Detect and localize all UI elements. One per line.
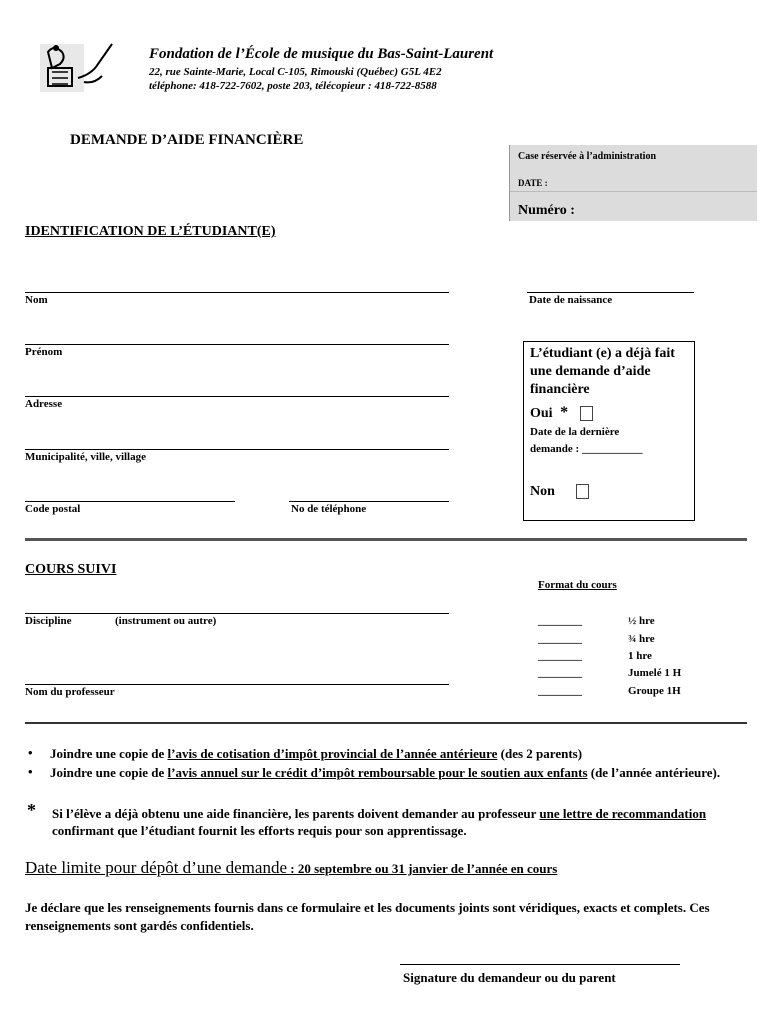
- instruction-text: (des 2 parents): [497, 746, 583, 761]
- yes-label: Oui: [530, 406, 553, 421]
- postal-code-line: [25, 501, 235, 502]
- discipline-line: [25, 613, 449, 614]
- municipality-line: [25, 449, 449, 450]
- postal-code-label: Code postal: [25, 503, 81, 515]
- admin-date-label: DATE :: [518, 178, 548, 188]
- teacher-line: [25, 684, 449, 685]
- no-checkbox[interactable]: [576, 484, 589, 499]
- instruction-recommendation: [52, 805, 732, 839]
- format-option[interactable]: [538, 685, 681, 697]
- previous-request-box: [523, 341, 695, 521]
- signature-label: Signature du demandeur ou du parent: [403, 970, 616, 985]
- format-title: Format du cours: [538, 579, 617, 591]
- birth-date-line: [527, 292, 694, 293]
- last-date-label: Date de la dernière: [530, 426, 620, 438]
- org-phone: téléphone: 418-722-7602, poste 203, télécopieur : 418-722-8588: [149, 80, 437, 92]
- format-option[interactable]: [538, 650, 652, 662]
- municipality-label: Municipalité, ville, village: [25, 451, 146, 463]
- phone-line: [289, 501, 449, 502]
- format-blank[interactable]: ________: [538, 667, 582, 679]
- org-name: Fondation de l’École de musique du Bas-Saint-Laurent: [149, 46, 494, 62]
- declaration-text: Je déclare que les renseignements fournis dans ce formulaire et les documents joints sont véridiques, exacts et complets. Ces renseignements sont gardés confidentiels.: [25, 900, 710, 933]
- format-label: 1 hre: [628, 650, 652, 662]
- last-date-field[interactable]: demande : ___________: [530, 443, 643, 455]
- instruction-text: Si l’élève a déjà obtenu une aide financière, les parents doivent demander au professeur: [52, 806, 540, 821]
- bullet-dot: •: [28, 764, 33, 779]
- instruction-underlined: l’avis annuel sur le crédit d’impôt remboursable pour le soutien aux enfants: [167, 765, 588, 780]
- form-title: DEMANDE D’AIDE FINANCIÈRE: [70, 132, 304, 148]
- course-section-title: COURS SUIVI: [25, 562, 117, 577]
- yes-checkbox[interactable]: [580, 406, 593, 421]
- first-name-label: Prénom: [25, 346, 63, 358]
- format-option[interactable]: [538, 633, 655, 645]
- phone-label: No de téléphone: [291, 503, 367, 515]
- first-name-line: [25, 344, 449, 345]
- deadline-label: Date limite pour dépôt d’une demande: [25, 858, 287, 877]
- format-label: Jumelé 1 H: [628, 667, 682, 679]
- no-label: Non: [530, 484, 555, 499]
- admin-box: [509, 145, 757, 221]
- yes-option: [530, 404, 593, 422]
- format-blank[interactable]: ________: [538, 650, 582, 662]
- last-name-line: [25, 292, 449, 293]
- admin-number-label: Numéro :: [518, 203, 575, 218]
- no-option: [530, 484, 589, 500]
- discipline-label: Discipline: [25, 615, 72, 627]
- section-divider-1: [25, 538, 747, 541]
- address-label: Adresse: [25, 398, 63, 410]
- discipline-hint: (instrument ou autre): [115, 615, 217, 627]
- deadline-line: [25, 858, 557, 878]
- format-option[interactable]: [538, 615, 655, 627]
- asterisk-mark: *: [560, 404, 569, 421]
- instruction-tax-notice: [50, 745, 730, 762]
- format-label: Groupe 1H: [628, 685, 681, 697]
- deadline-value: : 20 septembre ou 31 janvier de l’année en cours: [287, 861, 558, 876]
- last-name-label: Nom: [25, 294, 48, 306]
- music-conductor-logo-icon: [34, 38, 130, 98]
- section-divider-2: [25, 722, 747, 724]
- signature-line[interactable]: [400, 964, 680, 965]
- instruction-text: confirmant que l’étudiant fournit les efforts requis pour son apprentissage.: [52, 823, 467, 838]
- previous-request-question: L’étudiant (e) a déjà fait une demande d’aide financière: [530, 346, 675, 397]
- format-label: ¾ hre: [628, 633, 655, 645]
- format-blank[interactable]: ________: [538, 685, 582, 697]
- header-logo: [34, 38, 130, 98]
- format-option[interactable]: [538, 667, 682, 679]
- format-blank[interactable]: ________: [538, 633, 582, 645]
- address-line: [25, 396, 449, 397]
- student-section-title: IDENTIFICATION DE L’ÉTUDIANT(E): [25, 224, 276, 239]
- instruction-underlined: une lettre de recommandation: [539, 806, 707, 821]
- org-address: 22, rue Sainte-Marie, Local C-105, Rimouski (Québec) G5L 4E2: [149, 66, 442, 78]
- format-label: ½ hre: [628, 615, 655, 627]
- format-blank[interactable]: ________: [538, 615, 582, 627]
- admin-box-title: Case réservée à l’administration: [518, 151, 657, 162]
- instruction-text: Joindre une copie de: [50, 746, 168, 761]
- note-asterisk: *: [27, 800, 36, 820]
- teacher-label: Nom du professeur: [25, 686, 115, 698]
- instruction-text: (de l’année antérieure).: [587, 765, 721, 780]
- birth-date-label: Date de naissance: [529, 294, 613, 306]
- bullet-dot: •: [28, 745, 33, 760]
- instruction-underlined: l’avis de cotisation d’impôt provincial de l’année antérieure: [167, 746, 498, 761]
- instruction-child-credit: [50, 764, 730, 781]
- instruction-text: Joindre une copie de: [50, 765, 168, 780]
